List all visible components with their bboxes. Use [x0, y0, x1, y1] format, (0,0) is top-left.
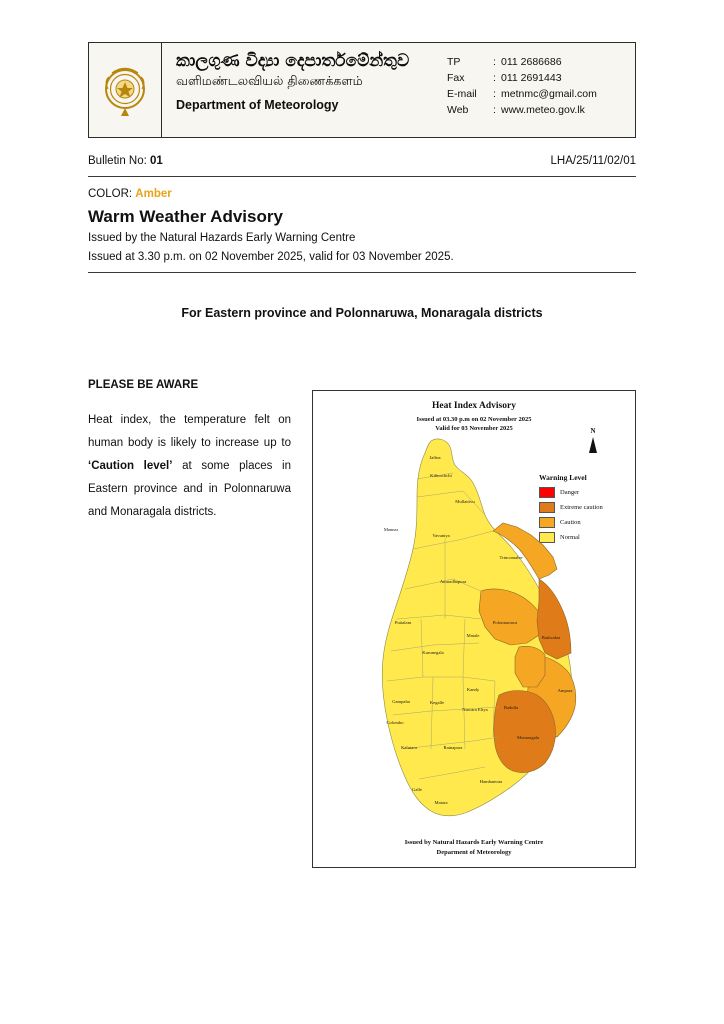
- bulletin-number-group: [88, 155, 163, 167]
- contact-sep-fax: :: [493, 72, 496, 84]
- paragraph-part-1: Heat index, the temperature felt on human body is likely to increase up to: [88, 414, 291, 449]
- contact-row-email: [447, 86, 635, 102]
- crest-cell: [89, 43, 162, 137]
- contact-value-email[interactable]: metnmc@gmail.com: [501, 88, 597, 100]
- district-label-jaffna: Jaffna: [429, 455, 441, 460]
- contact-value-tp: 011 2686686: [501, 56, 562, 68]
- north-label: N: [590, 427, 596, 435]
- map-footer-line-2: Deparment of Meteorology: [436, 848, 512, 856]
- contact-key-email: E-mail: [447, 88, 477, 100]
- district-label-batticaloa: Batticaloa: [541, 635, 561, 640]
- please-be-aware-heading: PLEASE BE AWARE: [88, 379, 199, 391]
- bulletin-label: Bulletin No:: [88, 155, 147, 167]
- contact-key-web: Web: [447, 104, 469, 116]
- heat-index-map-figure: [312, 390, 636, 868]
- district-label-kandy: Kandy: [466, 687, 480, 692]
- page-title: Warm Weather Advisory: [88, 207, 283, 226]
- district-label-kurunegala: Kurunegala: [422, 650, 444, 655]
- contact-key-tp: TP: [447, 56, 461, 68]
- contact-value-web[interactable]: www.meteo.gov.lk: [501, 104, 585, 116]
- government-crest-icon: [102, 59, 148, 121]
- color-label: COLOR:: [88, 188, 133, 200]
- letterhead: [88, 42, 636, 138]
- contact-row-fax: [447, 70, 635, 86]
- color-line: [88, 188, 172, 200]
- district-label-puttalam: Puttalam: [394, 620, 412, 625]
- district-label-kilinochchi: Kilinochchi: [430, 473, 452, 478]
- legend-label-danger: Danger: [560, 489, 580, 496]
- department-names: [162, 43, 439, 137]
- district-label-nuwara-eliya: Nuwara Eliya: [462, 707, 488, 712]
- contact-row-tp: [447, 54, 635, 70]
- title-divider: [88, 272, 636, 273]
- district-label-ampara: Ampara: [557, 688, 573, 693]
- color-value: Amber: [135, 188, 172, 200]
- district-label-monaragala: Monaragala: [517, 735, 539, 740]
- map-subtitle-line-2: Valid for 03 November 2025: [435, 425, 513, 432]
- department-name-sinhala: කාලගුණ විද්‍යා දෙපාර්තමේන්තුව: [176, 51, 410, 71]
- district-label-gampaha: Gampaha: [392, 699, 410, 704]
- map-subtitle-line-1: Issued at 03.30 p.m on 02 November 2025: [416, 416, 532, 423]
- scope-text: For Eastern province and Polonnaruwa, Monaragala districts: [181, 306, 543, 320]
- district-label-badulla: Badulla: [503, 705, 519, 710]
- legend-label-normal: Normal: [560, 534, 580, 541]
- department-name-english: Department of Meteorology: [176, 98, 339, 112]
- district-label-colombo: Colombo: [386, 720, 404, 725]
- district-label-anuradhapura: Anuradhapura: [439, 579, 467, 584]
- bulletin-reference: LHA/25/11/02/01: [550, 155, 636, 167]
- map-footer: [313, 838, 635, 857]
- advisory-paragraph: [88, 409, 291, 524]
- district-label-mannar: Mannar: [383, 527, 399, 532]
- department-name-tamil: வளிமண்டலவியல் திணைக்களம்: [176, 73, 363, 88]
- paragraph-part-2: at some places in Eastern province and in Polonnaruwa and Monaragala districts.: [88, 460, 291, 518]
- map-title: Heat Index Advisory: [432, 401, 516, 411]
- issued-at-text: Issued at 3.30 p.m. on 02 November 2025, valid for 03 November 2025.: [88, 251, 454, 263]
- contact-sep-web: :: [493, 104, 496, 116]
- district-label-polonnaruwa: Polonnaruwa: [492, 620, 518, 625]
- contact-row-web: [447, 102, 635, 118]
- district-label-mullaitivu: Mullaitivu: [455, 499, 475, 504]
- contact-block: [439, 43, 635, 137]
- district-area-eastern-link: [515, 646, 545, 687]
- district-label-vavuniya: Vavuniya: [432, 533, 450, 538]
- header-divider: [88, 176, 636, 177]
- district-area-monaragala: [494, 691, 556, 773]
- contact-sep-tp: :: [493, 56, 496, 68]
- map-footer-line-1: Issued by Natural Hazards Early Warning Centre: [404, 839, 544, 846]
- district-label-ratnapura: Ratnapura: [443, 745, 463, 750]
- bulletin-row: [88, 155, 636, 167]
- district-label-trincomalee: Trincomalee: [499, 555, 523, 560]
- contact-key-fax: Fax: [447, 72, 465, 84]
- contact-value-fax: 011 2691443: [501, 72, 562, 84]
- issued-by-text: Issued by the Natural Hazards Early Warning Centre: [88, 232, 356, 244]
- legend-title: Warning Level: [539, 473, 587, 482]
- contact-sep-email: :: [493, 88, 496, 100]
- bulletin-number: 01: [150, 155, 163, 167]
- district-label-kegalle: Kegalle: [429, 700, 445, 705]
- district-label-kalutara: Kalutara: [401, 745, 417, 750]
- district-label-hambantota: Hambantota: [479, 779, 503, 784]
- legend-label-caution: Caution: [560, 519, 581, 526]
- district-label-galle: Galle: [412, 787, 422, 792]
- legend-label-extreme-caution: Extreme caution: [560, 504, 603, 511]
- district-label-matale: Matale: [466, 633, 480, 638]
- district-label-matara: Matara: [434, 800, 448, 805]
- paragraph-emphasis: ‘Caution level’: [88, 460, 173, 472]
- sri-lanka-choropleth: [313, 419, 636, 849]
